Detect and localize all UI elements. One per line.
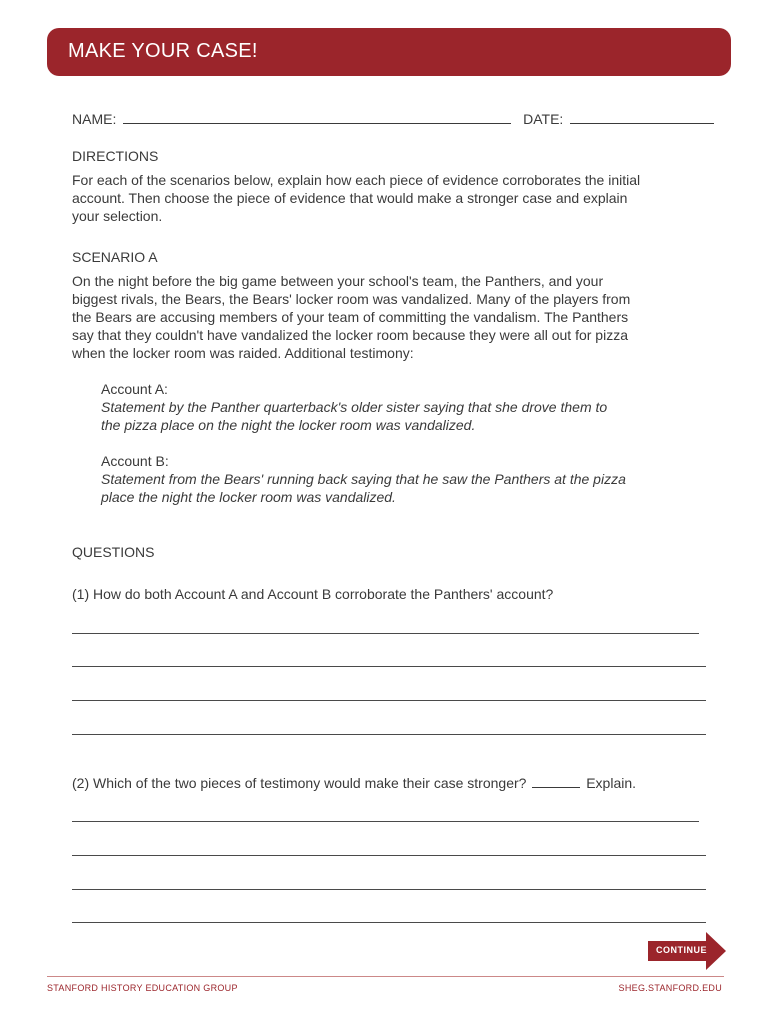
answer-line-q2-1[interactable] bbox=[72, 821, 699, 822]
account-a-text bbox=[101, 398, 607, 434]
question-2-choice-field[interactable] bbox=[532, 774, 580, 788]
name-date-row bbox=[72, 110, 714, 128]
account-b-text bbox=[101, 470, 626, 506]
account-a-line: the pizza place on the night the locker room was vandalized. bbox=[101, 417, 476, 433]
scenario-line: when the locker room was raided. Additional testimony: bbox=[72, 345, 414, 361]
question-1: (1) How do both Account A and Account B corroborate the Panthers' account? bbox=[72, 586, 554, 602]
answer-line-q1-3[interactable] bbox=[72, 700, 706, 701]
account-b-line: Statement from the Bears' running back saying that he saw the Panthers at the pizza bbox=[101, 471, 626, 487]
answer-line-q2-2[interactable] bbox=[72, 855, 706, 856]
account-a-line: Statement by the Panther quarterback's older sister saying that she drove them to bbox=[101, 399, 608, 415]
footer-organization: STANFORD HISTORY EDUCATION GROUP bbox=[47, 983, 238, 993]
account-b-line: place the night the locker room was vandalized. bbox=[101, 489, 396, 505]
answer-line-q2-4[interactable] bbox=[72, 922, 706, 923]
question-2-text: (2) Which of the two pieces of testimony would make their case stronger? bbox=[72, 775, 527, 791]
directions-line: account. Then choose the piece of evidence that would make a stronger case and explain bbox=[72, 190, 628, 206]
scenario-heading: SCENARIO A bbox=[72, 249, 158, 265]
continue-button[interactable] bbox=[648, 932, 726, 970]
scenario-line: say that they couldn't have vandalized the locker room because they were all out for pizza bbox=[72, 327, 628, 343]
name-label: NAME: bbox=[72, 111, 117, 127]
account-b-label: Account B: bbox=[101, 453, 169, 469]
date-field[interactable] bbox=[570, 110, 714, 124]
question-2-explain: Explain. bbox=[586, 775, 637, 791]
answer-line-q2-3[interactable] bbox=[72, 889, 706, 890]
directions-line: For each of the scenarios below, explain how each piece of evidence corroborates the initial bbox=[72, 172, 641, 188]
scenario-line: On the night before the big game between your school's team, the Panthers, and your bbox=[72, 273, 604, 289]
footer-divider bbox=[47, 976, 724, 977]
name-field[interactable] bbox=[123, 110, 511, 124]
footer-website[interactable]: SHEG.STANFORD.EDU bbox=[618, 983, 722, 993]
scenario-line: biggest rivals, the Bears, the Bears' locker room was vandalized. Many of the players from bbox=[72, 291, 631, 307]
continue-label: CONTINUE bbox=[656, 945, 707, 955]
answer-line-q1-4[interactable] bbox=[72, 734, 706, 735]
page-title-banner bbox=[47, 28, 731, 76]
directions-text bbox=[72, 171, 712, 225]
scenario-line: the Bears are accusing members of your team of committing the vandalism. The Panthers bbox=[72, 309, 629, 325]
account-a-label: Account A: bbox=[101, 381, 168, 397]
scenario-text bbox=[72, 272, 712, 362]
questions-heading: QUESTIONS bbox=[72, 544, 155, 560]
question-2 bbox=[72, 774, 636, 792]
directions-line: your selection. bbox=[72, 208, 163, 224]
directions-heading: DIRECTIONS bbox=[72, 148, 159, 164]
date-label: DATE: bbox=[523, 111, 564, 127]
page-title: MAKE YOUR CASE! bbox=[68, 40, 258, 62]
answer-line-q1-1[interactable] bbox=[72, 633, 699, 634]
answer-line-q1-2[interactable] bbox=[72, 666, 706, 667]
